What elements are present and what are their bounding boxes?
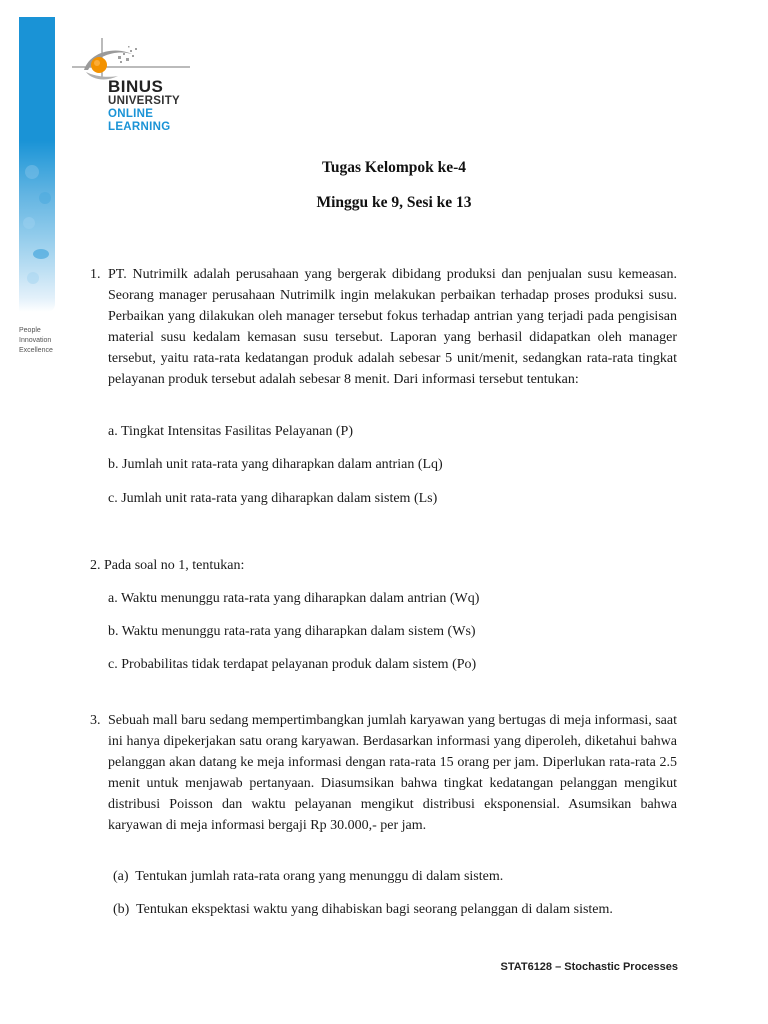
question-1-item-b: b. Jumlah unit rata-rata yang diharapkan dalam antrian (Lq)	[108, 457, 443, 472]
question-number: 2.	[90, 558, 101, 573]
logo-online: ONLINE	[108, 108, 154, 120]
question-number: 3.	[90, 713, 101, 728]
mosaic-tile	[23, 217, 35, 229]
course-footer: STAT6128 – Stochastic Processes	[500, 961, 678, 973]
document-title: Tugas Kelompok ke-4	[321, 159, 467, 176]
logo-university: UNIVERSITY	[108, 95, 181, 107]
question-2-item-a: a. Waktu menunggu rata-rata yang diharapkan dalam antrian (Wq)	[108, 591, 480, 606]
binus-logo	[70, 36, 190, 141]
document-subtitle: Minggu ke 9, Sesi ke 13	[316, 194, 472, 211]
question-text: Pada soal no 1, tentukan:	[104, 558, 245, 573]
question-text: Sebuah mall baru sedang mempertimbangkan jumlah karyawan yang bertugas di meja informasi, saat ini hanya dipekerjakan satu orang karyawan. Berdasarkan informasi yang diperoleh, diketahui bahwa pelanggan akan datang ke meja informasi dengan rata-rata 15 orang per jam. Diperlukan rata-rata 2.5 menit untuk menjawab pertanyaan. Diasumsikan bahwa tingkat kedatangan pelanggan mengikut distribusi Poisson dan waktu pelayanan mengikut distribusi eksponensial. Asumsikan bahwa karyawan di meja informasi bergaji Rp 30.000,- per jam.	[108, 713, 677, 833]
tagline-line: Excellence	[19, 347, 53, 354]
tagline-line: People	[19, 327, 41, 334]
question-2	[90, 557, 244, 575]
question-3	[90, 710, 677, 836]
question-1-item-a: a. Tingkat Intensitas Fasilitas Pelayanan (P)	[108, 424, 353, 439]
mosaic-tile	[27, 272, 39, 284]
question-1	[90, 264, 677, 390]
question-3-item-b: (b) Tentukan ekspektasi waktu yang dihabiskan bagi seorang pelanggan di dalam sistem.	[113, 902, 613, 917]
logo-wordmark	[108, 78, 180, 134]
question-2-item-b: b. Waktu menunggu rata-rata yang diharapkan dalam sistem (Ws)	[108, 624, 476, 639]
logo-binus: BINUS	[108, 77, 164, 96]
logo-learning: LEARNING	[108, 121, 171, 133]
question-1-item-c: c. Jumlah unit rata-rata yang diharapkan dalam sistem (Ls)	[108, 491, 438, 506]
brand-tagline	[19, 326, 53, 356]
question-number: 1.	[90, 267, 101, 282]
tagline-line: Innovation	[19, 337, 52, 344]
question-3-item-a: (a) Tentukan jumlah rata-rata orang yang menunggu di dalam sistem.	[113, 869, 504, 884]
mosaic-tile	[33, 249, 49, 259]
question-text: PT. Nutrimilk adalah perusahaan yang bergerak dibidang produksi dan penjualan susu kemeasan. Seorang manager perusahaan Nutrimilk ingin melakukan perbaikan terhadap proses produksi susu. Perbaikan yang dilakukan oleh manager tersebut fokus terhadap antrian yang terjadi pada pengisisan material susu kedalam kemasan susu tersebut. Laporan yang berhasil didapatkan oleh manager tersebut, yaitu rata-rata kedatangan produk adalah sebesar 5 unit/menit, sedangkan rata-rata tingkat pelayanan produk tersebut adalah sebesar 8 menit. Dari informasi tersebut tentukan:	[108, 267, 677, 387]
question-2-item-c: c. Probabilitas tidak terdapat pelayanan produk dalam sistem (Po)	[108, 657, 477, 672]
